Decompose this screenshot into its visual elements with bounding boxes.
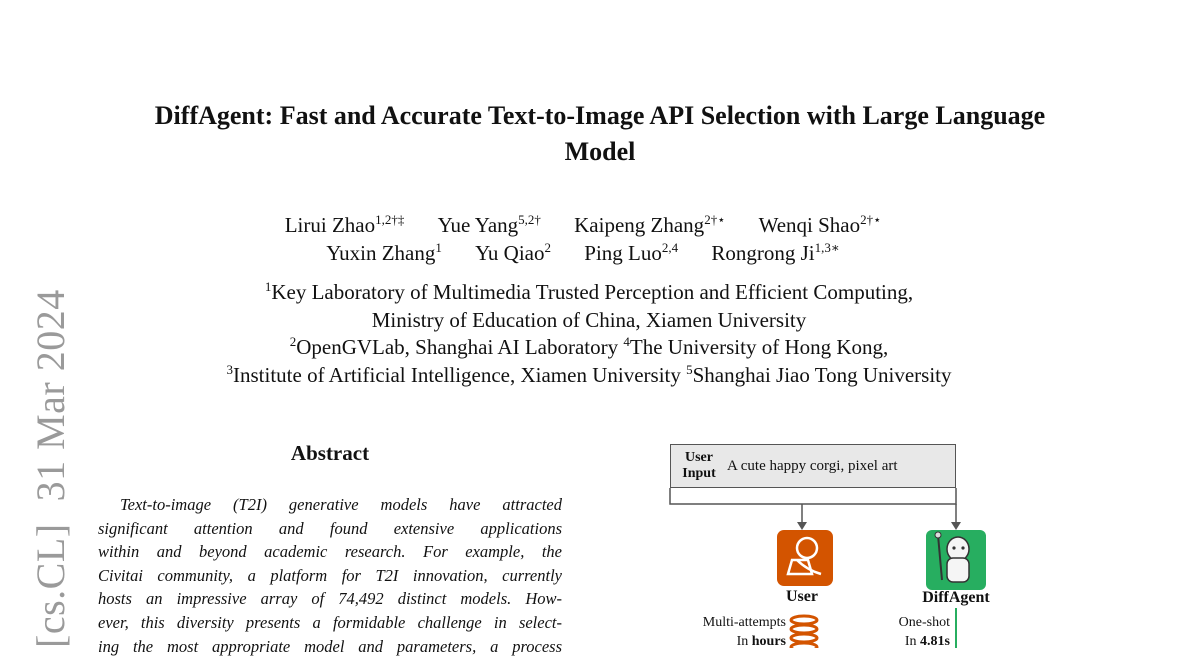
abstract-line: hosts an impressive array of 74,492 distinct models. How- <box>98 589 562 609</box>
affiliation-line: $^3$Institute of Artificial Intelligence, Xiamen University $^5$Shanghai Jiao Tong University <box>226 361 952 387</box>
coil-icon <box>791 616 817 648</box>
user-input-prompt: A cute happy corgi, pixel art <box>727 457 898 474</box>
branch-line <box>670 488 956 504</box>
user-laptop-icon <box>777 530 833 586</box>
user-input-label: User Input <box>682 450 716 481</box>
paper-title <box>80 98 1120 170</box>
agent-label: DiffAgent <box>922 589 990 606</box>
affiliations <box>150 279 1028 389</box>
abstract-line: within and beyond academic research. For example, the <box>98 542 562 562</box>
author-list <box>150 211 1016 267</box>
affiliation-line: Ministry of Education of China, Xiamen University <box>371 307 807 332</box>
title-line-2: Model <box>564 137 636 166</box>
arxiv-category: [cs.CL] <box>27 523 73 648</box>
abstract-body <box>98 493 562 658</box>
author: Yu Qiao$^2$ <box>475 240 552 265</box>
arxiv-date: 31 Mar 2024 <box>27 289 73 502</box>
title-line-1: DiffAgent: Fast and Accurate Text-to-Image API Selection with Large Language <box>154 101 1046 130</box>
abstract-heading: Abstract <box>290 441 370 465</box>
author: Rongrong $Ji^{1,3∗}$ <box>711 240 840 265</box>
author: Ping Luo$^{2,4}$ <box>584 240 679 265</box>
author: Lirui Zhao$^{1,2\dagger\ddagger}$ <box>284 212 405 237</box>
affiliation-line: $^1$Key Laboratory of Multimedia Trusted Perception and Efficient Computing, <box>264 279 914 304</box>
abstract-line: Civitai community, a platform for T2I innovation, currently <box>98 565 562 585</box>
author: Yue Yang$^{5,2\dagger}$ <box>437 212 541 237</box>
abstract-line: Text-to-image (T2I) generative models have attracted <box>120 495 562 514</box>
arxiv-stamp <box>24 288 76 648</box>
abstract-line: ing the most appropriate model and parameters, a process <box>98 636 562 656</box>
abstract-line: significant attention and found extensive applications <box>98 518 562 538</box>
alpaca-agent-icon <box>926 530 986 590</box>
author: Yuxin Zhang$^1$ <box>326 240 442 265</box>
user-timing: Multi-attempts In hours <box>702 615 786 648</box>
arrowhead-icon <box>951 522 961 530</box>
user-label: User <box>786 588 818 605</box>
author: Wenqi Shao$^{2\dagger⋆}$ <box>758 212 882 237</box>
author-row-2 <box>150 239 1016 267</box>
agent-timing: One-shot In 4.81s <box>898 615 950 648</box>
teaser-figure <box>660 440 1020 648</box>
author: Kaipeng Zhang$^{2\dagger⋆}$ <box>574 212 726 237</box>
affiliation-line: $^2$OpenGVLab, Shanghai AI Laboratory $^4$The University of Hong Kong, <box>289 334 889 359</box>
arrowhead-icon <box>797 522 807 530</box>
author-row-1 <box>150 211 1016 239</box>
abstract-line: ever, this diversity presents a formidable challenge in select- <box>98 612 562 632</box>
